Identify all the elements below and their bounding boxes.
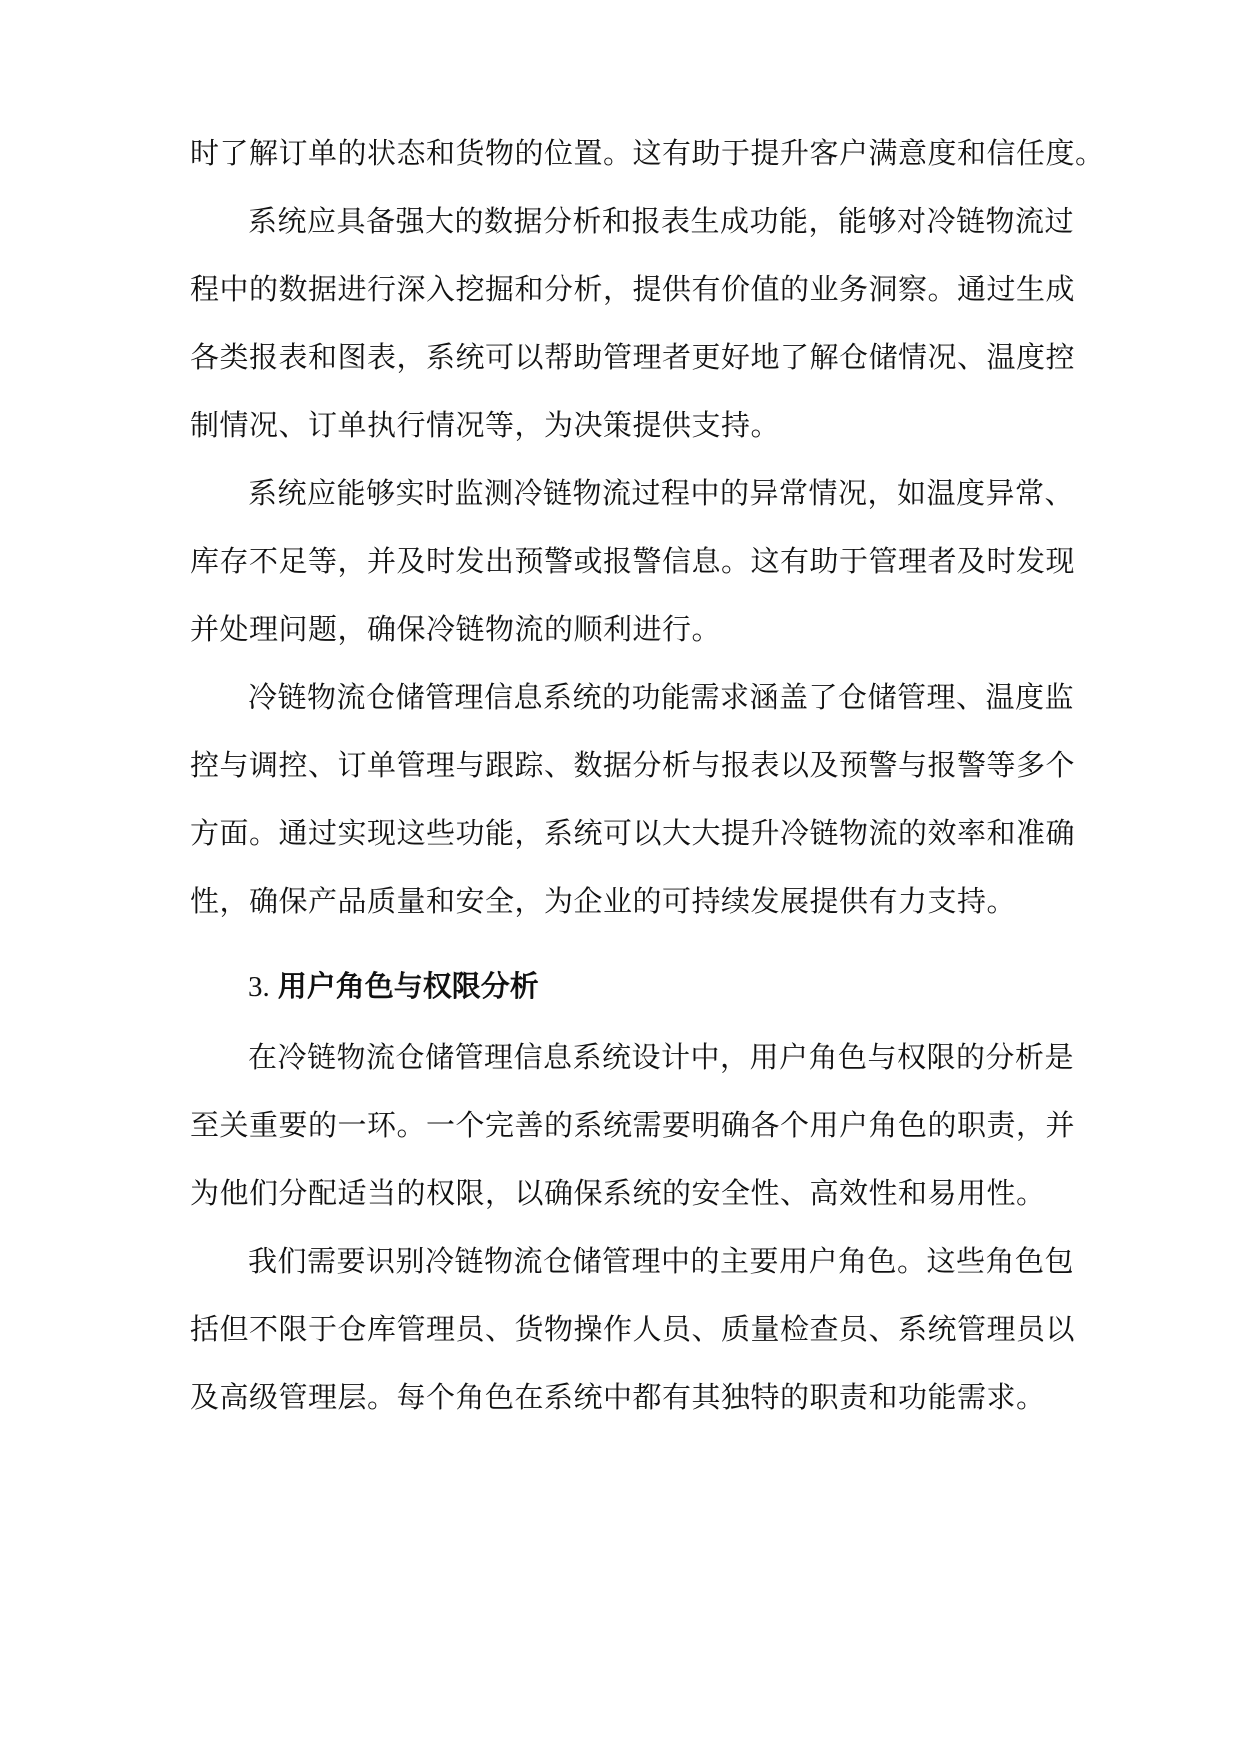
paragraph-line: 我们需要识别冷链物流仓储管理中的主要用户角色。这些角色包 [248, 1244, 1075, 1278]
paragraph-line: 程中的数据进行深入挖掘和分析，提供有价值的业务洞察。通过生成 [190, 272, 1076, 306]
paragraph-line: 为他们分配适当的权限，以确保系统的安全性、高效性和易用性。 [190, 1176, 1046, 1210]
paragraph-line: 系统应能够实时监测冷链物流过程中的异常情况，如温度异常、 [248, 476, 1075, 510]
paragraph-line: 方面。通过实现这些功能，系统可以大大提升冷链物流的效率和准确 [190, 816, 1076, 850]
section-heading [248, 966, 539, 1007]
section-number: 3. [248, 971, 270, 1003]
paragraph-line: 冷链物流仓储管理信息系统的功能需求涵盖了仓储管理、温度监 [248, 680, 1075, 714]
paragraph-line: 系统应具备强大的数据分析和报表生成功能，能够对冷链物流过 [248, 204, 1075, 238]
paragraph-line: 并处理问题，确保冷链物流的顺利进行。 [190, 612, 722, 646]
paragraph-line: 时了解订单的状态和货物的位置。这有助于提升客户满意度和信任度。 [190, 136, 1105, 170]
paragraph-line: 括但不限于仓库管理员、货物操作人员、质量检查员、系统管理员以 [190, 1312, 1076, 1346]
paragraph-line: 各类报表和图表，系统可以帮助管理者更好地了解仓储情况、温度控 [190, 340, 1076, 374]
paragraph-line: 及高级管理层。每个角色在系统中都有其独特的职责和功能需求。 [190, 1380, 1046, 1414]
paragraph-line: 库存不足等，并及时发出预警或报警信息。这有助于管理者及时发现 [190, 544, 1076, 578]
paragraph-line: 控与调控、订单管理与跟踪、数据分析与报表以及预警与报警等多个 [190, 748, 1076, 782]
paragraph-line: 制情况、订单执行情况等，为决策提供支持。 [190, 408, 781, 442]
section-title: 用户角色与权限分析 [277, 969, 539, 1003]
paragraph-line: 至关重要的一环。一个完善的系统需要明确各个用户角色的职责，并 [190, 1108, 1076, 1142]
paragraph-line: 在冷链物流仓储管理信息系统设计中，用户角色与权限的分析是 [248, 1040, 1075, 1074]
paragraph-line: 性，确保产品质量和安全，为企业的可持续发展提供有力支持。 [190, 884, 1017, 918]
